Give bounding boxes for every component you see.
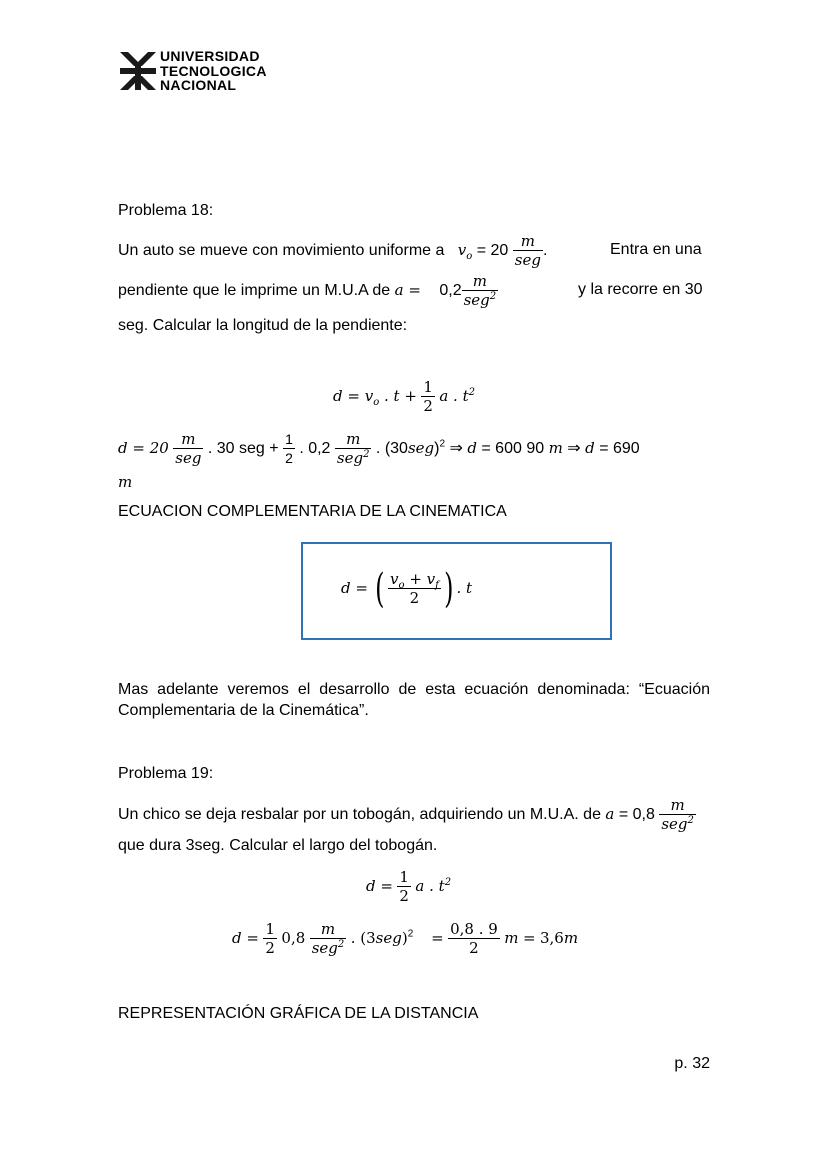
p19-calc-r-unit: m <box>504 929 519 947</box>
accel-value: 0,2 <box>439 282 462 299</box>
complementary-equation <box>341 564 472 612</box>
half-fraction: $\frac{1}{2}$ <box>423 378 433 416</box>
p19-calc-seg: seg <box>375 929 402 947</box>
left-paren: ( <box>375 565 385 612</box>
p18-line1-end: Entra en una <box>610 241 702 258</box>
v0-equals: = 20 <box>476 242 509 259</box>
p18-line2-end: y la recorre en 30 <box>578 281 703 298</box>
p19-line1-text: Un chico se deja resbalar por un tobogán, adquiriendo un M.U.A. de <box>118 806 601 823</box>
distance-formula <box>333 376 475 417</box>
box-tail: . t <box>456 579 473 597</box>
p19-calculation: d = $\frac{1}{2}$ 0,8 $\frac{m}{seg^2}$ . $(3seg)^2$ = $\frac{0,8 . 9}{2}$ m = 3,6m <box>232 920 579 958</box>
calc-seg: seg <box>407 439 435 457</box>
calc-start: d = 20 <box>118 439 169 457</box>
p19-calc-unit: $\frac{m}{seg^2}$ <box>311 920 345 958</box>
p19-calc-half: $\frac{1}{2}$ <box>265 920 275 958</box>
p19-calc-result-fraction: $\frac{0,8 . 9}{2}$ <box>450 920 498 958</box>
utn-logo-icon <box>118 50 158 92</box>
paragraph-line-1: Mas adelante veremos el desarrollo de esta ecuación denominada: “Ecuación <box>118 681 710 698</box>
calc-part-4: ) <box>434 440 440 457</box>
velocity-unit-fraction: $\frac{m}{\text{seg}}$ <box>514 232 541 270</box>
p19-result: 3,6 <box>539 929 564 947</box>
calc-eq3: = 690 <box>599 440 640 457</box>
p19-calc-part-1: . (3 <box>350 929 376 947</box>
p19-half: $\frac{1}{2}$ <box>399 868 409 906</box>
problem-18-line-2 <box>118 272 710 312</box>
accel-unit-fraction: $\frac{m}{seg^2}$ <box>463 272 497 310</box>
p19-result-unit: m <box>563 929 579 947</box>
logo-line-3: NACIONAL <box>160 77 237 93</box>
implies-2: ⇒ <box>567 440 581 457</box>
problem-18-title: Problema 18: <box>118 202 214 219</box>
calc-unit-2: $\frac{m}{seg^2}$ <box>336 430 370 468</box>
calc-wrap-m: m <box>118 473 133 491</box>
p19-formula-lhs: d = <box>366 877 393 895</box>
calc-d2: d <box>467 439 477 457</box>
p18-line2-text: pendiente que le imprime un M.U.A de <box>118 282 391 299</box>
problem-18-line-3: seg. Calcular la longitud de la pendiente: <box>118 317 408 334</box>
calc-part-1: . 30 seg + <box>207 440 279 457</box>
calc-m1: m <box>548 439 563 457</box>
problem-18-calculation: d = 20 $\frac{m}{\text{seg}}$ . 30 seg + $\frac{1}{2}$ . 0,2 $\frac{m}{seg^2}$ . $(30seg)^2$ ⇒ d = 600 90 m ⇒ d = 690 <box>118 430 640 468</box>
implies-1: ⇒ <box>449 440 463 457</box>
page-number: p. 32 <box>674 1055 710 1072</box>
formula-lhs: $d = v_o$ . t + <box>333 387 417 408</box>
p19-calc-coef: 0,8 <box>281 929 306 947</box>
problem-19-line-2: que dura 3seg. Calcular el largo del tobogán. <box>118 837 438 854</box>
problem-18-line-1: Un auto se mueve con movimiento uniforme a $v_o = 20$ $\frac{m}{\text{seg}}$ . Entra en una <box>118 232 702 270</box>
p19-calc-eq2: = <box>522 929 536 947</box>
v0-symbol: $v_o$ <box>457 241 473 262</box>
p19-calc-eq: = <box>431 929 444 947</box>
p19-a-symbol: a <box>605 805 615 823</box>
p19-formula <box>366 866 451 907</box>
calc-half: $\frac{1}{2}$ <box>285 431 293 467</box>
formula-tail: a . $t^2$ <box>439 387 475 405</box>
p19-calc-part-2: ) <box>401 929 408 947</box>
p19-formula-tail: a . $t^2$ <box>415 877 452 895</box>
section-heading-grafica: REPRESENTACIÓN GRÁFICA DE LA DISTANCIA <box>118 1005 479 1022</box>
p18-line1-text: Un auto se mueve con movimiento uniforme a <box>118 242 445 259</box>
university-name <box>160 49 267 93</box>
calc-d3: d <box>585 439 595 457</box>
calc-eq2: = 600 90 <box>481 440 545 457</box>
calc-unit-1: $\frac{m}{\text{seg}}$ <box>175 430 202 468</box>
calc-part-2: . 0,2 <box>299 440 331 457</box>
p19-accel-unit: $\frac{m}{seg^2}$ <box>661 796 694 834</box>
paragraph-line-2: Complementaria de la Cinemática”. <box>118 702 369 719</box>
section-heading-cinematica: ECUACION COMPLEMENTARIA DE LA CINEMATICA <box>118 503 507 520</box>
p19-a-value: = 0,8 <box>618 806 655 823</box>
calc-part-3: . (30 <box>375 440 408 457</box>
box-lhs: d = <box>341 579 368 597</box>
p19-calc-lhs: d = <box>232 929 259 947</box>
problem-19-line-1 <box>118 794 710 834</box>
right-paren: ) <box>443 565 454 612</box>
velocity-average-fraction: $\frac{v_o + v_f}{2}$ <box>390 570 439 608</box>
logo-line-2: TECNOLOGICA <box>160 62 267 79</box>
a-symbol: a = <box>394 281 421 299</box>
problem-19-title: Problema 19: <box>118 765 214 782</box>
logo-line-1: UNIVERSIDAD <box>160 48 260 64</box>
